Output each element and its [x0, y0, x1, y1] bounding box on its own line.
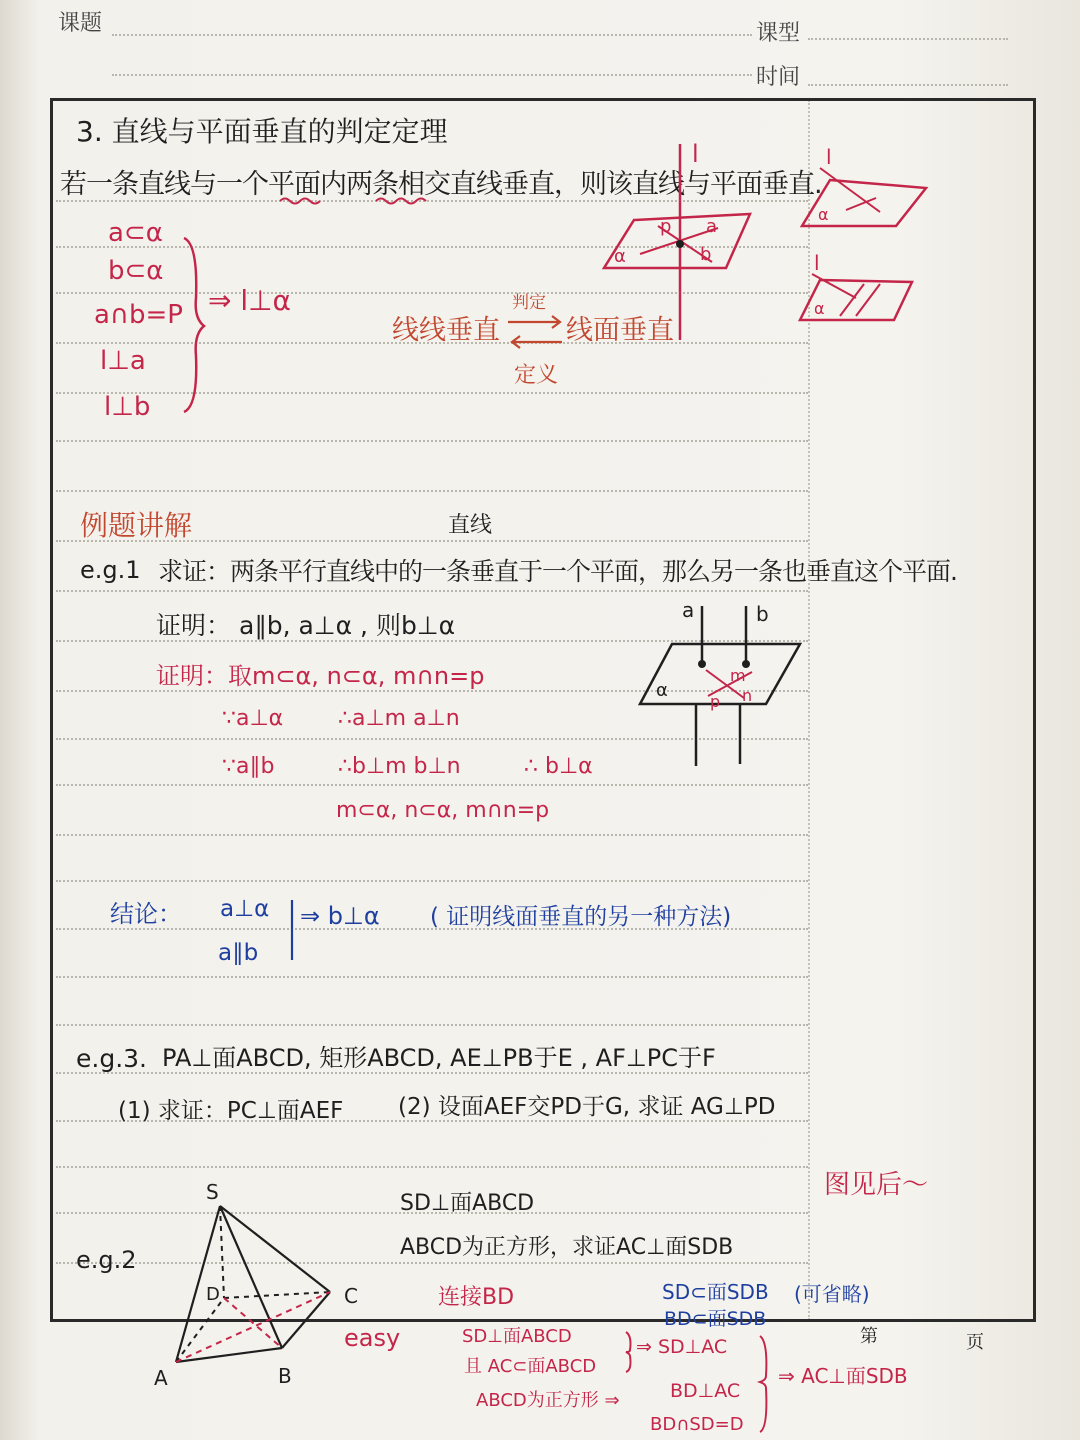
eg2-given2: ABCD为正方形，求证AC⊥面SDB	[400, 1235, 734, 1260]
proof-line2a: ∵a⊥α	[222, 706, 284, 731]
pyramid-label-b: B	[278, 1364, 292, 1388]
eg3-q2: (2) 设面AEF交PD于G, 求证 AG⊥PD	[398, 1094, 776, 1120]
eg2-omit: (可省略)	[794, 1282, 870, 1306]
condition-1: a⊂α	[108, 218, 163, 248]
eg2-brace-1	[622, 1330, 634, 1374]
fig-label-l: l	[692, 140, 699, 168]
brace	[180, 236, 210, 416]
eg2-easy: easy	[344, 1324, 401, 1352]
topic-line	[112, 34, 752, 36]
fig1-label-a: a	[682, 598, 695, 622]
condition-2: b⊂α	[108, 256, 164, 286]
eg2-r3: BD∩SD=D	[650, 1414, 744, 1435]
footer-di: 第	[860, 1326, 878, 1347]
arrow-bottom-label: 定义	[514, 363, 559, 388]
examples-title: 例题讲解	[80, 509, 193, 542]
pyramid-label-d: D	[206, 1284, 220, 1305]
fig-label-a: a	[706, 216, 718, 237]
conclusion-c2: a∥b	[218, 940, 259, 966]
proof-line3c: ∴ b⊥α	[524, 754, 593, 779]
eg2-given1: SD⊥面ABCD	[400, 1191, 535, 1216]
side-sketches	[796, 145, 936, 330]
fig-label-p: p	[660, 216, 672, 237]
topic-label: 课题	[58, 10, 103, 35]
time-line	[808, 84, 1008, 86]
theorem-figure	[600, 144, 760, 344]
eg2-s1: SD⊥面ABCD	[462, 1326, 572, 1347]
theorem-result: ⇒ l⊥α	[208, 284, 291, 317]
pyramid-label-s: S	[206, 1180, 219, 1204]
time-label: 时间	[756, 64, 801, 89]
proof-line4: m⊂α, n⊂α, m∩n=p	[336, 798, 550, 823]
svg-text:α: α	[814, 299, 825, 318]
proof-line2b: ∴a⊥m a⊥n	[338, 706, 460, 731]
relation-left: 线线垂直	[392, 315, 500, 346]
svg-text:l: l	[814, 251, 820, 275]
fig1-label-alpha: α	[656, 680, 668, 701]
eg2-top1: SD⊂面SDB	[662, 1280, 769, 1304]
footer-ye: 页	[966, 1332, 984, 1353]
condition-4: l⊥a	[100, 346, 146, 376]
pyramid-figure	[150, 1180, 360, 1390]
eg2-label: e.g.2	[76, 1246, 137, 1274]
fig1-label-b: b	[756, 602, 769, 626]
eg2-top2: BD⊂面SDB	[664, 1308, 767, 1330]
type-line	[808, 38, 1008, 40]
eg2-s3: ABCD为正方形 ⇒	[476, 1390, 620, 1411]
fig1-label-p: p	[710, 692, 721, 711]
conclusion-result: ⇒ b⊥α	[300, 902, 380, 930]
proof-line3b: ∴b⊥m b⊥n	[338, 754, 461, 779]
proof-line3a: ∵a∥b	[222, 754, 275, 779]
topic-line-2	[112, 74, 752, 76]
condition-3: a∩b=P	[94, 300, 183, 330]
eg1-statement: 求证：两条平行直线中的一条垂直于一个平面，那么另一条也垂直这个平面.	[158, 557, 957, 586]
relation-arrows	[506, 310, 566, 350]
eg2-final: ⇒ AC⊥面SDB	[778, 1364, 908, 1388]
type-label: 课型	[756, 20, 801, 45]
wavy-underline	[280, 196, 430, 208]
eg2-connect: 连接BD	[438, 1285, 515, 1310]
svg-text:α: α	[818, 205, 829, 224]
eg3-q1: (1) 求证：PC⊥面AEF	[118, 1098, 344, 1124]
svg-text:l: l	[826, 145, 832, 169]
condition-5: l⊥b	[104, 392, 151, 422]
theorem-statement: 若一条直线与一个平面内两条相交直线垂直，则该直线与平面垂直.	[60, 169, 822, 200]
conclusion-note: ( 证明线面垂直的另一种方法)	[430, 904, 732, 930]
pyramid-label-a: A	[154, 1366, 168, 1390]
conclusion-label: 结论：	[110, 900, 182, 928]
eg2-s2: 且 AC⊂面ABCD	[464, 1356, 597, 1377]
eg3-label: e.g.3.	[76, 1044, 147, 1073]
proof-line1: 证明：取m⊂α, n⊂α, m∩n=p	[156, 662, 485, 690]
fig-label-b: b	[700, 244, 712, 265]
eg1-label: e.g.1	[80, 556, 141, 584]
eg1-given: 证明： a∥b, a⊥α , 则b⊥α	[156, 611, 456, 640]
arrow-top-label: 判定	[512, 293, 546, 313]
eg3-statement: PA⊥面ABCD, 矩形ABCD, AE⊥PB于E , AF⊥PC于F	[162, 1044, 716, 1072]
theorem-title: 3. 直线与平面垂直的判定定理	[76, 115, 448, 148]
eg2-r2: BD⊥AC	[670, 1380, 741, 1402]
eg3-note: 图见后～	[824, 1170, 929, 1200]
eg2-brace-2	[756, 1334, 770, 1434]
fig-label-alpha: α	[614, 246, 626, 267]
fig1-label-n: n	[742, 686, 753, 705]
conclusion-c1: a⊥α	[220, 896, 270, 922]
eg1-insert: 直线	[448, 513, 493, 538]
fig1-label-m: m	[730, 666, 746, 685]
conclusion-brace	[286, 898, 298, 962]
relation-right: 线面垂直	[566, 315, 674, 346]
eg2-r1: ⇒ SD⊥AC	[636, 1336, 728, 1358]
pyramid-label-c: C	[344, 1284, 358, 1308]
